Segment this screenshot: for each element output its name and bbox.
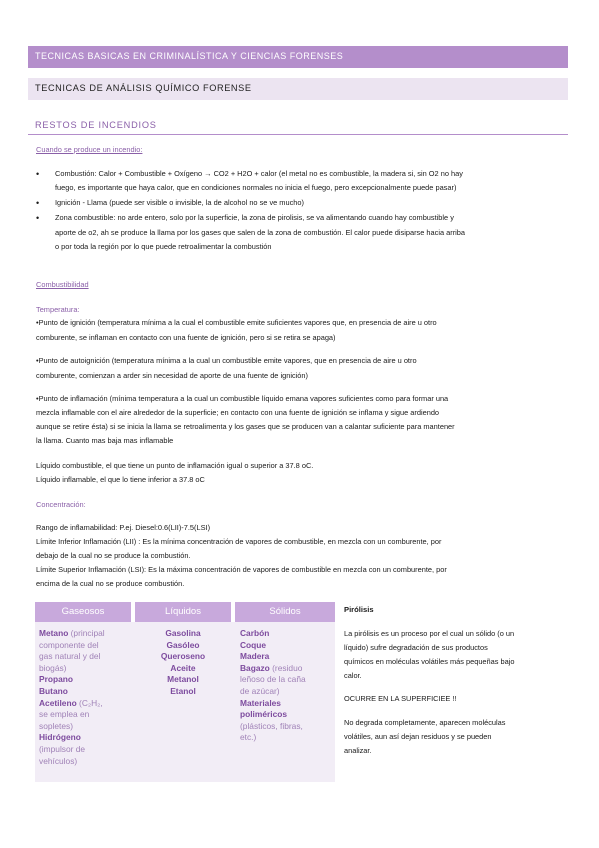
gaseoso-line <box>39 628 133 640</box>
bullet-dot: • <box>36 169 40 179</box>
gaseoso-line <box>39 674 133 686</box>
solido-note: de azúcar) <box>240 685 280 696</box>
solido-note: leñoso de la caña <box>240 674 306 685</box>
bullet-zona-line1: Zona combustible: no arde entero, solo por la superficie, la zona de pirolisis, se va alimentando cuando hay combustible y <box>55 213 454 222</box>
bullet-dot: • <box>36 198 40 208</box>
solido-term: Materiales <box>240 697 281 708</box>
solido-line <box>240 628 335 640</box>
gaseoso-term: Propano <box>39 674 73 685</box>
solido-term: poliméricos <box>240 709 288 720</box>
rango-line1: Rango de inflamabilidad: P.ej. Diesel:0.6(LII)-7.5(LSI) <box>36 523 211 532</box>
gaseoso-note: sopletes) <box>39 720 73 731</box>
gaseoso-line <box>39 698 133 710</box>
inflamacion-line4: la llama. Cuanto mas baja mas inflamable <box>36 436 174 445</box>
header-gaseosos: Gaseosos <box>35 602 131 622</box>
combustibilidad-heading: Combustibilidad <box>36 280 89 289</box>
topic-header-band <box>28 78 568 100</box>
solido-line <box>240 674 335 686</box>
bullet-zona-line3: o por toda la región por lo que puede retroalimentar la combustión <box>55 242 272 251</box>
liquido-term: Queroseno <box>160 651 206 662</box>
gaseoso-line <box>39 721 133 733</box>
rango-line3: debajo de la cual no se produce la combustión. <box>36 551 191 560</box>
gaseoso-note: vehículos) <box>39 755 78 766</box>
gaseoso-note: (C₂H₂, <box>76 697 103 708</box>
autoignicion-line2: comburente, comienzan a arder sin necesidad de aporte de una fuente de ignición) <box>36 371 308 380</box>
column-solidos <box>240 628 335 744</box>
pirolisis-line1: La pirólisis es un proceso por el cual un sólido (o un <box>344 629 515 638</box>
rango-line5: encima de la cual no se produce combustión. <box>36 579 185 588</box>
gaseoso-note: se emplea en <box>39 709 90 720</box>
gaseoso-note: componente del <box>39 639 99 650</box>
solido-note: etc.) <box>240 732 257 743</box>
liquido-term: Aceite <box>170 662 196 673</box>
gaseoso-line <box>39 640 133 652</box>
when-heading: Cuando se produce un incendio: <box>36 145 143 154</box>
solido-line <box>240 663 335 675</box>
solido-term: Carbón <box>240 628 270 638</box>
solido-note: (plásticos, fibras, <box>240 720 303 731</box>
solido-note: (residuo <box>269 662 303 673</box>
gaseoso-line <box>39 756 133 768</box>
pirolisis-note: OCURRE EN LA SUPERFICIEE !! <box>344 694 457 703</box>
column-gaseosos <box>39 628 133 767</box>
gaseoso-term: Butano <box>39 685 68 696</box>
bullet-combustion-line1: Combustión: Calor + Combustible + Oxígeno → CO2 + H2O + calor (el metal no es combustible, la madera si, sin O2 no hay <box>55 169 463 178</box>
column-liquidos <box>135 628 231 698</box>
inflamacion-line3: aunque se retire ésta) si se inicia la llama se retroalimenta y los gases que se producen van a calantar suficiente para mantener <box>36 422 455 431</box>
liquido-term: Gasolina <box>165 628 201 638</box>
pirolisis-line3: químicos en moléculas volátiles más pequeñas bajo <box>344 657 515 666</box>
rango-line2: Límite Inferior Inflamación (LII) : Es la mínima concentración de vapores de combustible, en mezcla con un comburente, por <box>36 537 442 546</box>
concentracion-heading: Concentración: <box>36 500 86 509</box>
header-solidos: Sólidos <box>235 602 335 622</box>
course-header-band <box>28 46 568 68</box>
solido-line <box>240 721 335 733</box>
solido-line <box>240 698 335 710</box>
solido-term: Bagazo <box>240 662 270 673</box>
pirolisis-line4: calor. <box>344 671 362 680</box>
bullet-zona-line2: aporte de o2, ah se produce la llama por los gases que salen de la zona de combustión. El calor puede disiparse hacia arriba <box>55 228 466 237</box>
pirolisis2-line3: analizar. <box>344 746 372 755</box>
ignicion-line1: •Punto de ignición (temperatura mínima a la cual el combustible emite suficientes vapores que, en presencia de aire u otro <box>36 318 437 327</box>
bullet-dot: • <box>36 213 40 223</box>
fuel-types-table <box>35 602 335 782</box>
course-title: TECNICAS BASICAS EN CRIMINALÍSTICA Y CIENCIAS FORENSES <box>35 51 344 61</box>
bullet-ignicion: Ignición - Llama (puede ser visible o invisible, la de alcohol no se ve mucho) <box>55 198 304 207</box>
topic-title: TECNICAS DE ANÁLISIS QUÍMICO FORENSE <box>35 83 252 93</box>
solido-line <box>240 709 335 721</box>
solido-term: Madera <box>240 651 270 662</box>
gaseoso-line <box>39 732 133 744</box>
gaseoso-line <box>39 686 133 698</box>
gaseoso-line <box>39 709 133 721</box>
section-divider <box>28 134 568 135</box>
inflamacion-line1: •Punto de inflamación (mínima temperatura a la cual un combustible líquido emana vapores suficientes como para formar una <box>36 394 449 403</box>
section-title: RESTOS DE INCENDIOS <box>35 120 157 130</box>
inflamacion-line2: mezcla inflamable con el aire alrededor de la superficie; en contacto con una fuente de ignición se inflama y sigue ardiendo <box>36 408 440 417</box>
liquido-term: Gasóleo <box>166 639 200 650</box>
gaseoso-line <box>39 651 133 663</box>
gaseoso-term: Hidrógeno <box>39 732 81 743</box>
solido-line <box>240 686 335 698</box>
gaseoso-line <box>39 663 133 675</box>
solido-term: Coque <box>240 639 267 650</box>
solido-line <box>240 732 335 744</box>
rango-line4: Límite Superior Inflamación (LSI): Es la máxima concentración de vapores de combustible en mezcla con un comburente, por <box>36 565 447 574</box>
liquido-combustible: Líquido combustible, el que tiene un punto de inflamación igual o superior a 37.8 oC. <box>36 461 314 470</box>
pirolisis2-line1: No degrada completamente, aparecen moléculas <box>344 718 506 727</box>
liquido-term: Metanol <box>167 674 199 685</box>
gaseoso-note: gas natural y del <box>39 651 101 662</box>
gaseoso-line <box>39 744 133 756</box>
pirolisis2-line2: volátiles, aun así dejan residuos y se pueden <box>344 732 492 741</box>
temperatura-heading: Temperatura: <box>36 305 80 314</box>
gaseoso-note: (impulsor de <box>39 743 86 754</box>
ignicion-line2: comburente, se inflaman en contacto con una fuente de ignición, pero si se retira se apaga) <box>36 333 336 342</box>
solido-line <box>240 640 335 652</box>
liquido-inflamable: Líquido inflamable, el que lo tiene inferior a 37.8 oC <box>36 475 205 484</box>
bullet-combustion-line2: fuego, es importante que haya calor, que en condiciones normales no inicia el fuego, pero excepcionalmente puede pasar) <box>55 183 457 192</box>
pirolisis-line2: líquido) sufre degradación de sus productos <box>344 643 488 652</box>
autoignicion-line1: •Punto de autoignición (temperatura mínima a la cual un combustible emite vapores, que en presencia de aire u otro <box>36 356 417 365</box>
gaseoso-term: Metano <box>39 628 69 638</box>
gaseoso-note: (principal <box>68 628 105 638</box>
gaseoso-note: biogás) <box>39 662 67 673</box>
solido-line <box>240 651 335 663</box>
header-liquidos: Líquidos <box>135 602 231 622</box>
liquido-term: Etanol <box>170 685 196 696</box>
pirolisis-title: Pirólisis <box>344 605 374 614</box>
gaseoso-term: Acetileno <box>39 697 77 708</box>
